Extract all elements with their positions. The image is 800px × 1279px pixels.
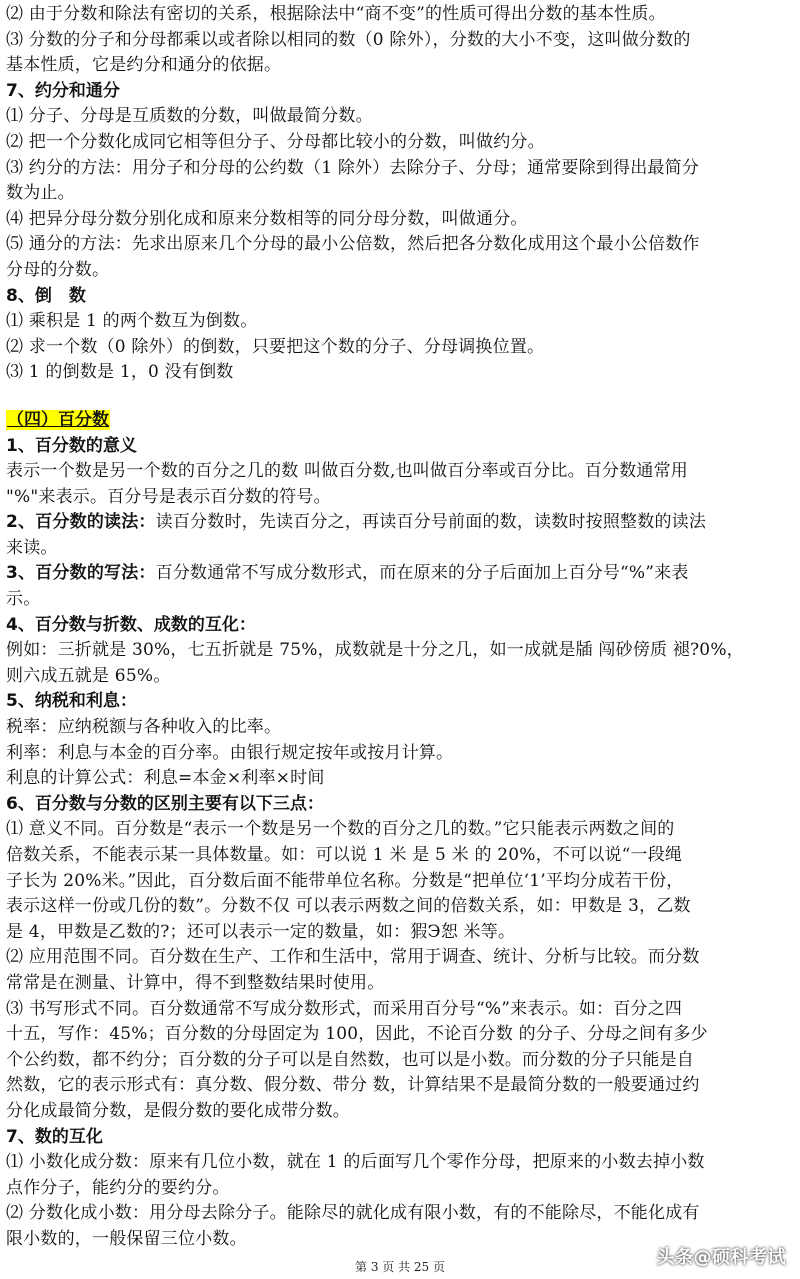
- section-heading: 5、纳税和利息：: [6, 691, 137, 712]
- watermark: 头条@硕科考试: [656, 1247, 786, 1268]
- inline-heading: 2、百分数的读法：: [6, 512, 156, 533]
- paragraph-line: ⑵ 分数化成小数：用分母去除分子。能除尽的就化成有限小数，有的不能除尽，不能化成有: [6, 1203, 700, 1224]
- paragraph-line: 表示一个数是另一个数的百分之几的数 叫做百分数,也叫做百分率或百分比。百分数通常用: [6, 461, 689, 482]
- section-heading: 6、百分数与分数的区别主要有以下三点：: [6, 793, 324, 814]
- paragraph-line: 十五，写作：45%；百分数的分母固定为 100，因此，不论百分数 的分子、分母之间有多少: [6, 1024, 708, 1045]
- paragraph-line: ⑵ 应用范围不同。百分数在生产、工作和生活中，常用于调查、统计、分析与比较。而分数: [6, 947, 700, 968]
- paragraph-line: ⑴ 小数化成分数：原来有几位小数，就在 1 的后面写几个零作分母，把原来的小数去掉小数: [6, 1152, 705, 1173]
- paragraph-line: 限小数的，一般保留三位小数。: [6, 1228, 247, 1249]
- paragraph-line: ⑴ 分子、分母是互质数的分数，叫做最简分数。: [6, 106, 373, 127]
- paragraph-line: 分化成最简分数，是假分数的要化成带分数。: [6, 1100, 350, 1121]
- inline-text: 百分数通常不写成分数形式，而在原来的分子后面加上百分号“%”来表: [155, 563, 689, 584]
- paragraph-line: ⑷ 把异分母分数分别化成和原来分数相等的同分母分数，叫做通分。: [6, 208, 528, 229]
- paragraph-line: 然数，它的表示形式有：真分数、假分数、带分 数，计算结果不是最简分数的一般要通过约: [6, 1075, 700, 1096]
- chapter-heading: [6, 408, 788, 434]
- paragraph-line: ⑵ 把一个分数化成同它相等但分子、分母都比较小的分数，叫做约分。: [6, 131, 545, 152]
- paragraph-line: ⑸ 通分的方法：先求出原来几个分母的最小公倍数，然后把各分数化成用这个最小公倍数作: [6, 234, 700, 255]
- paragraph-line: 倍数关系，不能表示某一具体数量。如：可以说 1 米 是 5 米 的 20%，不可以说“一段绳: [6, 845, 683, 865]
- paragraph-line: 利息的计算公式：利息=本金×利率×时间: [6, 768, 325, 789]
- paragraph-line: "%"来表示。百分号是表示百分数的符号。: [6, 486, 331, 507]
- paragraph-line: 分母的分数。: [6, 259, 110, 280]
- paragraph-line: [6, 510, 788, 536]
- paragraph-line: 利率：利息与本金的百分率。由银行规定按年或按月计算。: [6, 742, 454, 763]
- section-heading: 7、约分和通分: [6, 80, 120, 101]
- document-body: [6, 2, 788, 1253]
- paragraph-line: 则六成五就是 65%。: [6, 665, 171, 686]
- paragraph-line: 示。: [6, 589, 41, 610]
- paragraph-line: 税率：应纳税额与各种收入的比率。: [6, 717, 282, 738]
- paragraph-line: 来读。: [6, 537, 58, 558]
- paragraph-line: ⑶ 约分的方法：用分子和分母的公约数（1 除外）去除分子、分母；通常要除到得出最简分: [6, 157, 700, 178]
- paragraph-line: 点作分子，能约分的要约分。: [6, 1177, 230, 1198]
- paragraph-line: 例如：三折就是 30%，七五折就是 75%，成数就是十分之几，如一成就是牐 闯砂傍质 褪?0%，: [6, 640, 744, 661]
- paragraph-line: 基本性质，它是约分和通分的依据。: [6, 55, 282, 76]
- paragraph-line: 个公约数，都不约分；百分数的分子可以是自然数，也可以是小数。而分数的分子只能是自: [6, 1049, 694, 1070]
- chapter-heading-text: （四）百分数: [7, 409, 109, 430]
- section-heading: 7、数的互化: [6, 1126, 103, 1147]
- paragraph-line: 表示这样一份或几份的数”。分数不仅 可以表示两数之间的倍数关系，如：甲数是 3，乙数: [6, 896, 691, 917]
- paragraph-line: 数为止。: [6, 183, 75, 204]
- blank-line: [6, 386, 788, 408]
- paragraph-line: ⑴ 意义不同。百分数是“表示一个数是另一个数的百分之几的数。”它只能表示两数之间的: [6, 819, 675, 840]
- page-footer: 第 3 页 共 25 页: [355, 1260, 445, 1274]
- section-heading: 4、百分数与折数、成数的互化：: [6, 614, 256, 635]
- paragraph-line: ⑶ 1 的倒数是 1，0 没有倒数: [6, 362, 234, 383]
- paragraph-line: ⑶ 书写形式不同。百分数通常不写成分数形式，而采用百分号“%”来表示。如：百分之四: [6, 998, 683, 1019]
- paragraph-line: 子长为 20%米。”因此，百分数后面不能带单位名称。分数是“把单位‘1’平均分成若干份，: [6, 870, 684, 891]
- paragraph-line: 是 4，甲数是乙数的?；还可以表示一定的数量，如：猳Э恕 米等。: [6, 921, 516, 942]
- paragraph-line: ⑵ 求一个数（0 除外）的倒数，只要把这个数的分子、分母调换位置。: [6, 336, 545, 357]
- paragraph-line: ⑴ 乘积是 1 的两个数互为倒数。: [6, 311, 258, 332]
- paragraph-line: ⑵ 由于分数和除法有密切的关系，根据除法中“商不变”的性质可得出分数的基本性质。: [6, 4, 666, 24]
- section-heading: 1、百分数的意义: [6, 435, 137, 456]
- section-heading: 8、倒 数: [6, 285, 86, 306]
- paragraph-line: [6, 561, 788, 587]
- paragraph-line: 常常是在测量、计算中，得不到整数结果时使用。: [6, 972, 385, 993]
- inline-text: 读百分数时，先读百分之，再读百分号前面的数，读数时按照整数的读法: [155, 512, 707, 533]
- inline-heading: 3、百分数的写法：: [6, 563, 156, 584]
- paragraph-line: ⑶ 分数的分子和分母都乘以或者除以相同的数（0 除外），分数的大小不变，这叫做分数的: [6, 29, 691, 50]
